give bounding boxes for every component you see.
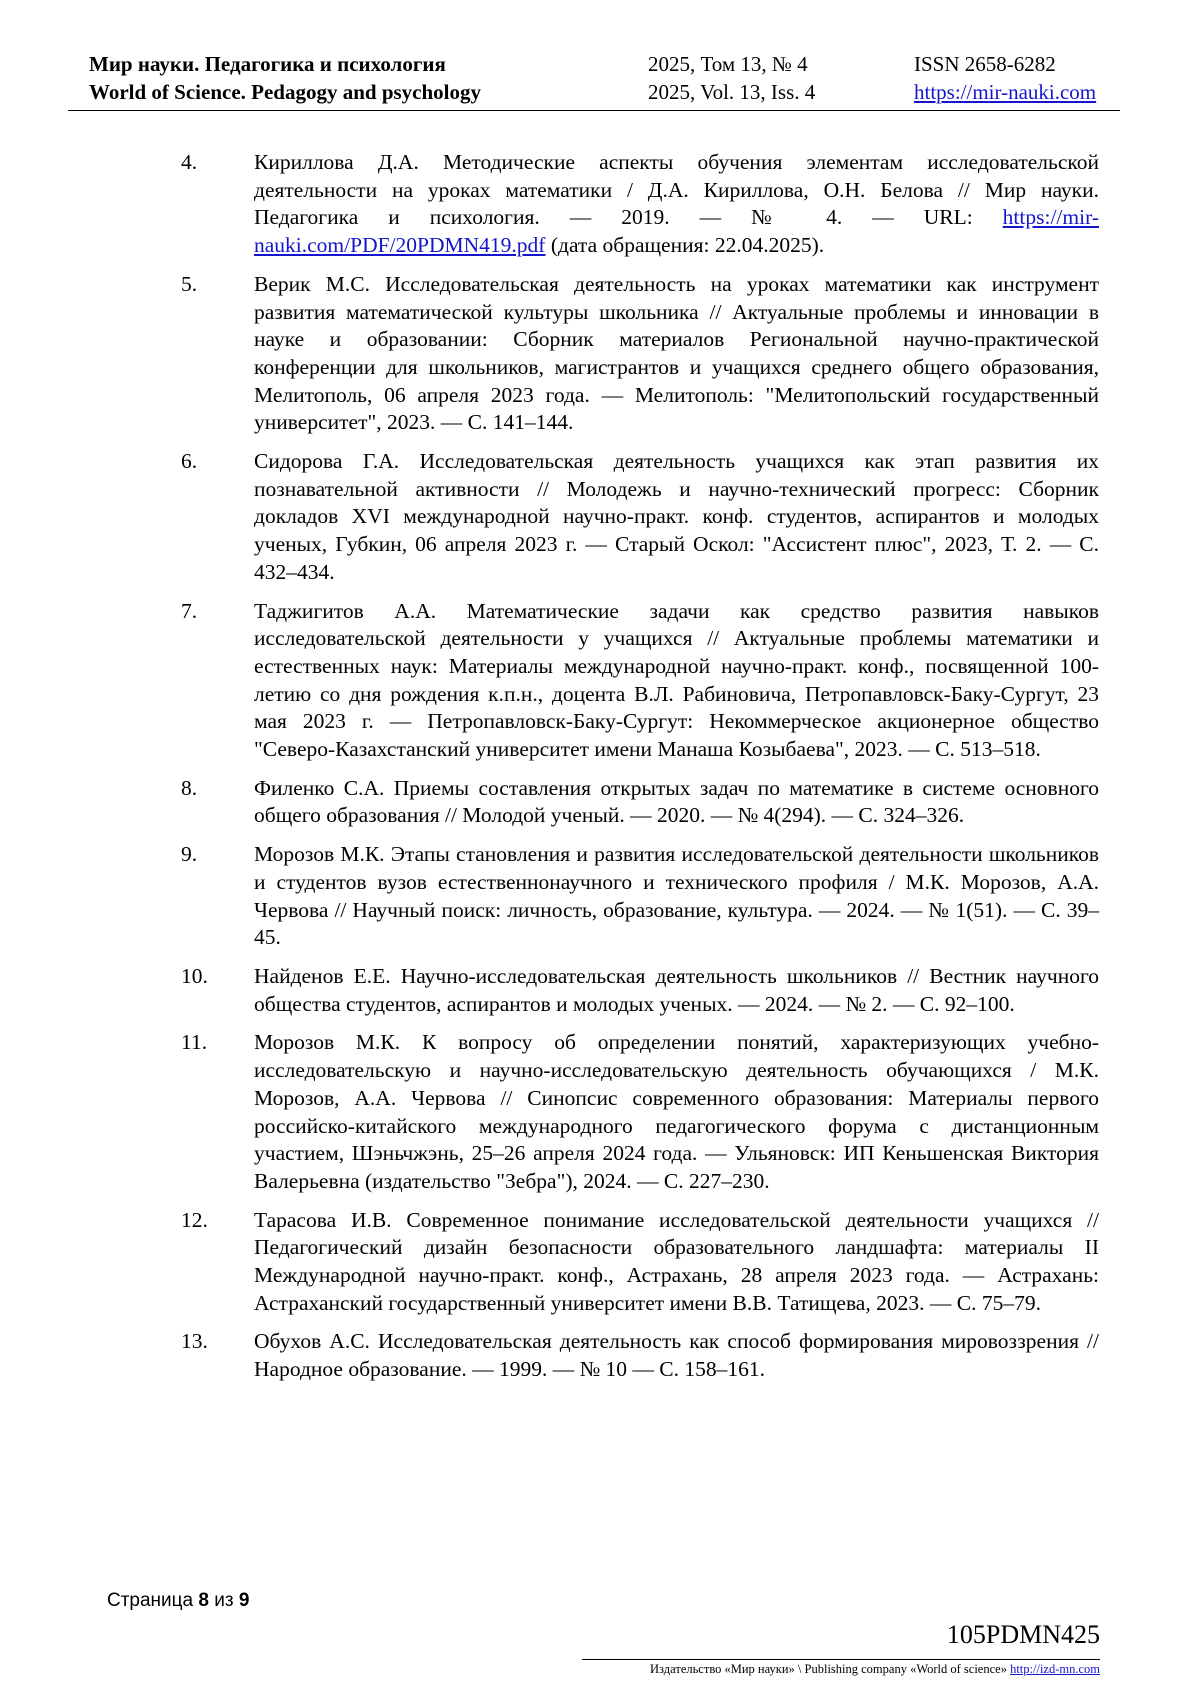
publisher-line <box>650 1662 1100 1677</box>
reference-number: 4. <box>181 150 198 174</box>
reference-text: Филенко С.А. Приемы составления открытых задач по математике в системе основного общего образования // Молодой ученый. — 2020. — № 4(294). — С. 324–326. <box>254 775 1099 828</box>
reference-text-tail: (дата обращения: 22.04.2025). <box>545 233 825 258</box>
reference-text: Таджигитов А.А. Математические задачи как средство развития навыков исследовательской деятельности у учащихся // Актуальные проблемы математики и естественных наук: Материалы международной научно-практ. конф., посвященной 100-летию со дня рождения к.п.н., доцента В.Л. Рабиновича, Петропавловск-Баку-Сургут, 23 мая 2023 г. — Петропавловск-Баку-Сургут: Некоммерческое акционерное общество "Северо-Казахстанский университет имени Манаша Козыбаева", 2023. — С. 513–518. <box>254 598 1099 762</box>
page-total: 9 <box>238 1590 250 1611</box>
page-of: из <box>214 1590 234 1611</box>
reference-text: Тарасова И.В. Современное понимание исследовательской деятельности учащихся // Педагогический дизайн безопасности образовательного ландшафта: материалы II Международной научно-практ. конф., Астрахань, 28 апреля 2023 года. — Астрахань: Астраханский государственный университет имени В.В. Татищева, 2023. — С. 75–79. <box>254 1207 1099 1315</box>
reference-item <box>181 448 1099 587</box>
journal-title-ru: Мир науки. Педагогика и психология <box>89 52 446 76</box>
reference-number: 8. <box>181 775 198 800</box>
reference-item <box>181 1207 1099 1318</box>
reference-number: 7. <box>181 598 198 623</box>
reference-link[interactable]: https://mir-nauki.com/PDF/20PDMN419.pdf <box>254 205 1099 258</box>
reference-text: Найденов Е.Е. Научно-исследовательская деятельность школьников // Вестник научного общества студентов, аспирантов и молодых ученых. — 2024. — № 2. — С. 92–100. <box>254 963 1099 1016</box>
reference-item <box>181 271 1099 437</box>
reference-item <box>181 775 1099 830</box>
reference-text: Морозов М.К. Этапы становления и развития исследовательской деятельности школьников и студентов вузов естественнонаучного и технического профиля / М.К. Морозов, А.А. Червова // Научный поиск: личность, образование, культура. — 2024. — № 1(51). — С. 39–45. <box>254 842 1099 950</box>
publisher-text: Издательство «Мир науки» \ Publishing company «World of science» <box>650 1662 1011 1676</box>
journal-title-en: World of Science. Pedagogy and psychology <box>89 80 482 104</box>
reference-number: 11. <box>181 1030 208 1055</box>
page-current: 8 <box>198 1590 209 1611</box>
page-label: Страница <box>107 1590 194 1611</box>
journal-title <box>89 50 481 106</box>
reference-number: 5. <box>181 271 198 296</box>
reference-number: 13. <box>181 1329 208 1354</box>
reference-text: Морозов М.К. К вопросу об определении понятий, характеризующих учебно-исследовательскую и научно-исследовательскую деятельность обучающихся / М.К. Морозов, А.А. Червова // Синопсис современного образования: Материалы первого российско-китайского международного педагогического форума с дистанционным участием, Шэньчжэнь, 25–26 апреля 2024 года. — Ульяновск: ИП Кеньшенская Виктория Валерьевна (издательство "Зебра"), 2024. — С. 227–230. <box>254 1030 1099 1193</box>
issue-info <box>648 50 815 106</box>
page-number <box>107 1590 249 1612</box>
article-code: 105PDMN425 <box>946 1620 1100 1649</box>
reference-item <box>181 963 1099 1018</box>
page-header <box>68 50 1120 111</box>
reference-item <box>181 1328 1099 1383</box>
reference-number: 12. <box>181 1207 208 1232</box>
reference-number: 6. <box>181 449 198 474</box>
issue-ru: 2025, Том 13, № 4 <box>648 52 808 76</box>
reference-text: Сидорова Г.А. Исследовательская деятельность учащихся как этап развития их познавательной активности // Молодежь и научно-технический прогресс: Сборник докладов XVI международной научно-практ. конф. студентов, аспирантов и молодых ученых, Губкин, 06 апреля 2023 г. — Старый Оскол: "Ассистент плюс", 2023, Т. 2. — С. 432–434. <box>254 449 1099 584</box>
reference-item <box>181 1029 1099 1195</box>
reference-text: Верик М.С. Исследовательская деятельность на уроках математики как инструмент развития математической культуры школьника // Актуальные проблемы и инновации в науке и образовании: Сборник материалов Региональной научно-практической конференции для школьников, магистрантов и учащихся среднего общего образования, Мелитополь, 06 апреля 2023 года. — Мелитополь: "Мелитопольский государственный университет", 2023. — С. 141–144. <box>254 271 1099 435</box>
reference-item <box>181 149 1099 260</box>
reference-number: 10. <box>181 963 208 988</box>
reference-text: Обухов А.С. Исследовательская деятельность как способ формирования мировоззрения // Народное образование. — 1999. — № 10 — С. 158–161. <box>254 1329 1099 1382</box>
reference-item <box>181 841 1099 952</box>
publisher-link[interactable]: http://izd-mn.com <box>1010 1662 1100 1676</box>
journal-ids <box>914 50 1096 106</box>
reference-number: 9. <box>181 842 198 867</box>
issue-en: 2025, Vol. 13, Iss. 4 <box>648 80 816 104</box>
reference-list <box>181 149 1099 1395</box>
journal-url-link[interactable]: https://mir-nauki.com <box>914 80 1097 104</box>
issn: ISSN 2658-6282 <box>914 52 1056 76</box>
footer-divider <box>582 1659 1100 1660</box>
reference-item <box>181 598 1099 764</box>
reference-text: Кириллова Д.А. Методические аспекты обучения элементам исследовательской деятельности на уроках математики / Д.А. Кириллова, О.Н. Белова // Мир науки. Педагогика и психология. — 2019. — № 4. — URL: <box>254 150 1099 230</box>
